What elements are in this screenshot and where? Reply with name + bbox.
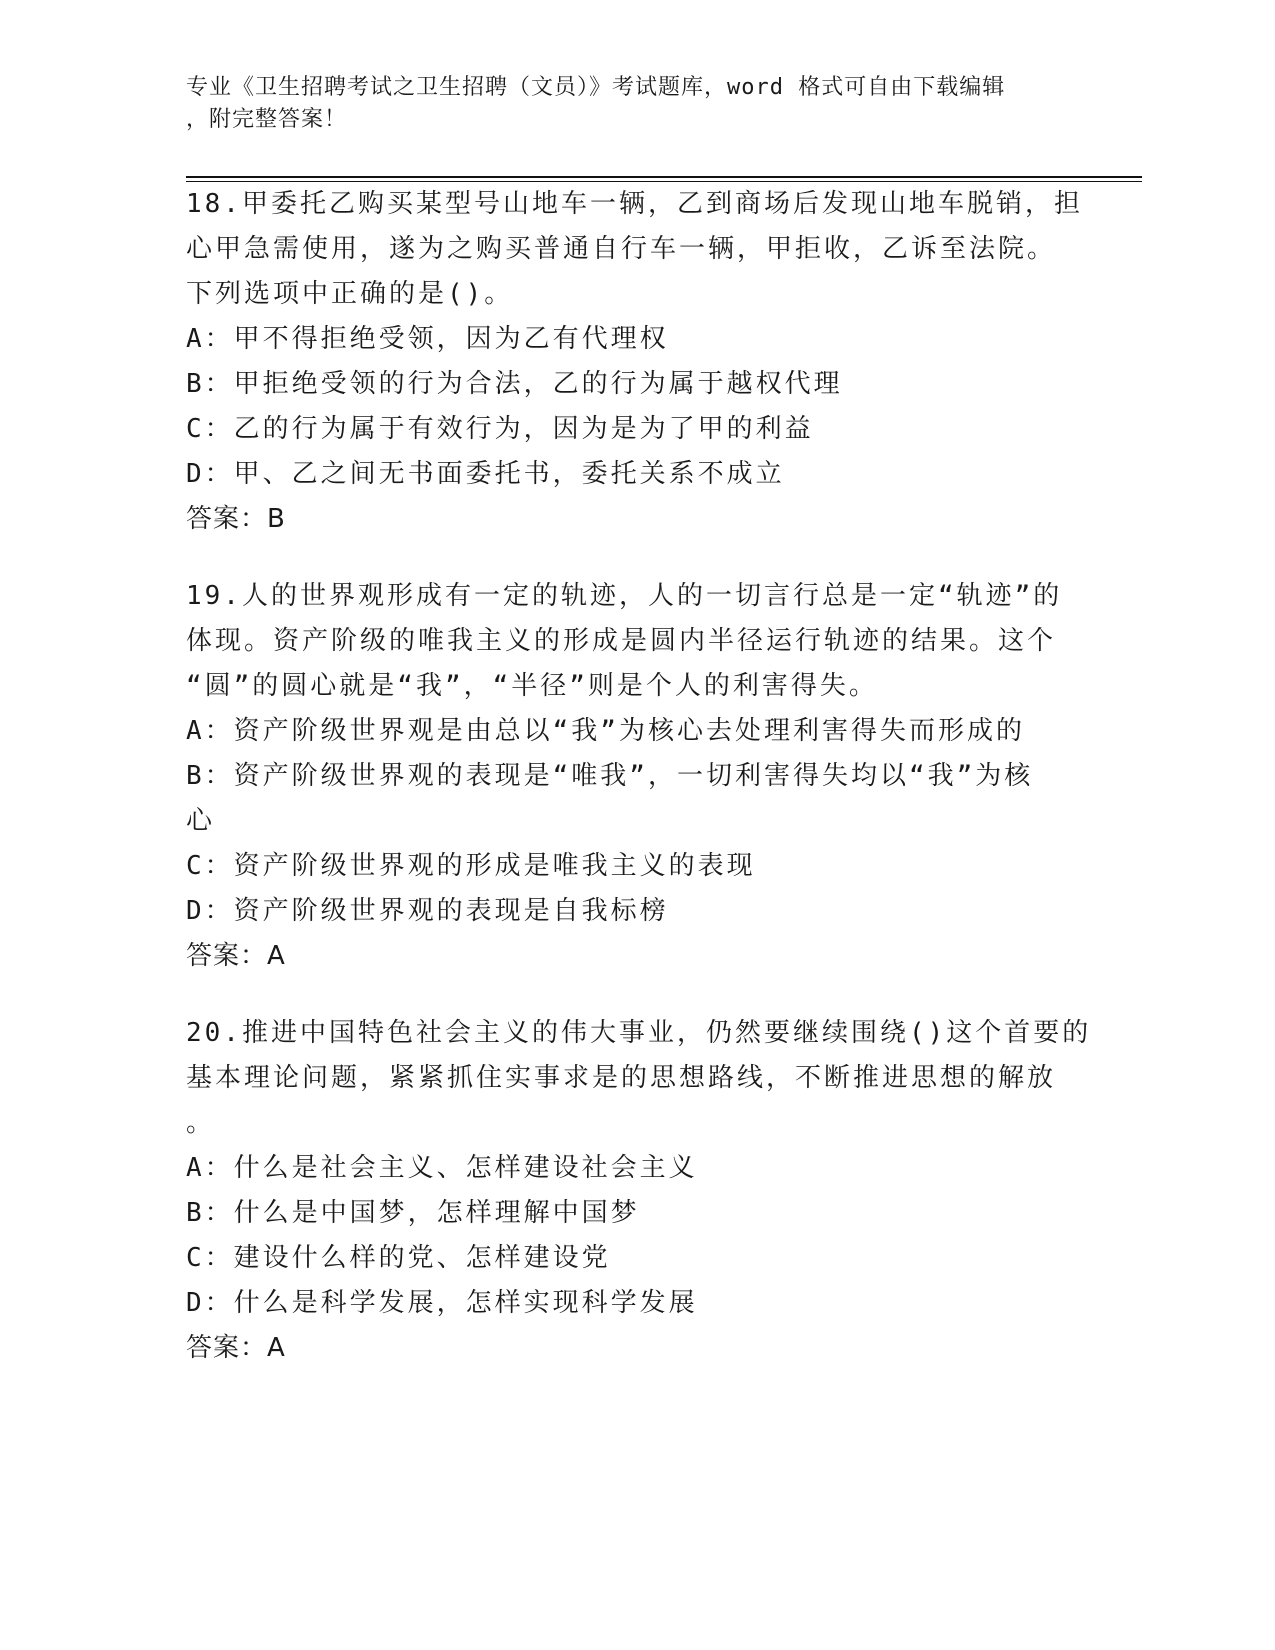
question-stem-line: 18.甲委托乙购买某型号山地车一辆，乙到商场后发现山地车脱销，担 (186, 189, 1083, 219)
question-20 (186, 1011, 1092, 1371)
question-stem-line: 体现。资产阶级的唯我主义的形成是圆内半径运行轨迹的结果。这个 (186, 626, 1057, 656)
option-a: A：什么是社会主义、怎样建设社会主义 (186, 1153, 698, 1183)
question-stem-line: 基本理论问题，紧紧抓住实事求是的思想路线，不断推进思想的解放 (186, 1063, 1057, 1093)
question-19 (186, 574, 1086, 979)
option-b: B：资产阶级世界观的表现是“唯我”，一切利害得失均以“我”为核 (186, 761, 1034, 791)
answer-label: 答案：B (186, 504, 286, 534)
option-a: A：资产阶级世界观是由总以“我”为核心去处理利害得失而形成的 (186, 716, 1025, 746)
option-c: C：建设什么样的党、怎样建设党 (186, 1243, 611, 1273)
answer-label: 答案：A (186, 941, 286, 971)
option-b: B：什么是中国梦，怎样理解中国梦 (186, 1198, 640, 1228)
option-d: D：甲、乙之间无书面委托书，委托关系不成立 (186, 459, 785, 489)
option-c: C：乙的行为属于有效行为，因为是为了甲的利益 (186, 414, 814, 444)
question-18 (186, 182, 1086, 542)
question-stem-line: 下列选项中正确的是()。 (186, 279, 514, 309)
question-stem-line: 心甲急需使用，遂为之购买普通自行车一辆，甲拒收，乙诉至法院。 (186, 234, 1057, 264)
option-d: D：资产阶级世界观的表现是自我标榜 (186, 896, 669, 926)
question-stem-line: 。 (186, 1108, 216, 1138)
question-stem-line: 19.人的世界观形成有一定的轨迹，人的一切言行总是一定“轨迹”的 (186, 581, 1063, 611)
header-line-1: 专业《卫生招聘考试之卫生招聘（文员）》考试题库，word 格式可自由下载编辑 (186, 75, 1006, 100)
option-b: B：甲拒绝受领的行为合法，乙的行为属于越权代理 (186, 369, 843, 399)
header-line-2: ，附完整答案！ (186, 107, 348, 132)
document-header (186, 72, 1066, 136)
question-stem-line: 20.推进中国特色社会主义的伟大事业，仍然要继续围绕()这个首要的 (186, 1018, 1092, 1048)
option-c: C：资产阶级世界观的形成是唯我主义的表现 (186, 851, 756, 881)
option-a: A：甲不得拒绝受领，因为乙有代理权 (186, 324, 669, 354)
option-d: D：什么是科学发展，怎样实现科学发展 (186, 1288, 698, 1318)
question-stem-line: “圆”的圆心就是“我”，“半径”则是个人的利害得失。 (186, 671, 878, 701)
header-divider-thick (186, 176, 1142, 178)
option-b-continued: 心 (186, 806, 216, 836)
answer-label: 答案：A (186, 1333, 286, 1363)
